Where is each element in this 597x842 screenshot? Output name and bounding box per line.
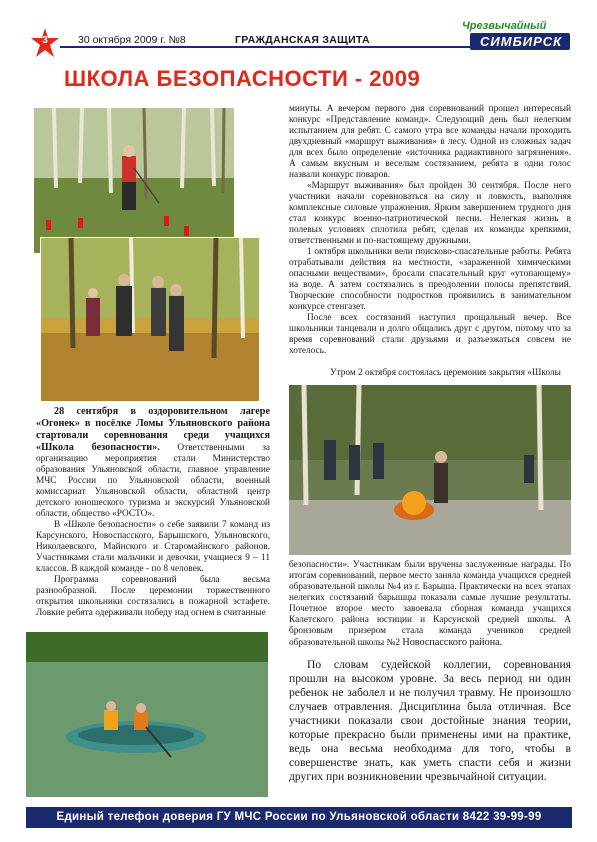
paragraph-program: Программа соревнований была весьма разнообразной. После церемонии торжественного открытия школьники состязались в пожарной эстафете. Ловкие ребята одерживали победу над огнем в считанные bbox=[36, 575, 270, 618]
header-divider bbox=[60, 46, 500, 48]
paragraph-survival: «Маршрут выживания» был пройден 30 сентября. После него участники начали соревноваться на силу и ловкость, выполняя комплексные силовые упражнения. Ярким завершением трудного дня стал конкурс военно-патриотической песни. Нелегкая жизнь в полевых условиях сплотила ребят, сделав их команды крепкими, ответственными и по-настоящему дружными. bbox=[289, 181, 571, 246]
issue-info: 30 октября 2009 г. №8 bbox=[78, 34, 186, 46]
paragraph-closing-start: Утром 2 октября состоялась церемония закрытия «Школы bbox=[330, 368, 561, 378]
article-right-column-bottom bbox=[289, 658, 571, 784]
article-right-column-mid bbox=[289, 560, 571, 649]
photo-forest-search bbox=[34, 108, 234, 253]
article-headline: ШКОЛА БЕЗОПАСНОСТИ - 2009 bbox=[64, 66, 421, 91]
photo-boat-river bbox=[26, 632, 268, 797]
footer-bar bbox=[26, 807, 572, 828]
paragraph-farewell: После всех состязаний наступил прощальный вечер. Все школьники танцевали и долго общались друг с другом, потому что за время соревнований стали друзьями и разъезжаться совсем не хотелось. bbox=[289, 313, 571, 356]
photo-fire-relay bbox=[289, 385, 571, 555]
article-lead: 28 сентября в оздоровительном лагере «Огонек» в посёлке Ломы Ульяновского района стартовали соревнования среди учащихся «Школа безопасности». bbox=[36, 406, 270, 453]
footer-hotline: Единый телефон доверия ГУ МЧС России по Ульяновской области 8422 39-99-99 bbox=[56, 811, 542, 823]
paragraph-october-one: 1 октября школьники вели поисково-спасательные работы. Ребята отрабатывали действия на местности, «зараженной химическими опасными веществами», бросали спасательный круг «утопающему» на воде. А затем состязались в преодолении полосы препятствий. Творческие способности подростков проявились в занимательном конкурсе стенгазет. bbox=[289, 247, 571, 312]
article-left-column bbox=[36, 406, 270, 619]
paragraph-conclusion: По словам судейской коллегии, соревнования прошли на высоком уровне. За весь период ни один ребенок не заболел и не получил травму. Не произошло случаев отравления. Дисциплина была отличная. Все участники показали свои достойные знания теории, которые прекрасно были применены ими на практике, ведь она весьма необходима для того, чтобы в совершенстве знать, как уметь спасти себя и жизни других при возникновении чрезвычайной ситуации. bbox=[289, 658, 571, 783]
logo-top-text: Чрезвычайный bbox=[462, 20, 547, 32]
section-name: ГРАЖДАНСКАЯ ЗАЩИТА bbox=[235, 34, 370, 46]
paragraph-day-one: минуты. А вечером первого дня соревнований прошел интересный конкурс «Представление команд». Следующий день был нелегким испытанием для ребят. С самого утра все команды начали проходить двухдневный «маршрут выживания» в лесу. Одной из сложных задач для всех было определение «источника радиактивного загрязнения». А самым вкусным и веселым состязанием, ребята в одни голос назвали конкурс поваров. bbox=[289, 104, 571, 180]
page-number: 3 bbox=[42, 35, 48, 46]
logo-bottom-text: СИМБИРСК bbox=[480, 34, 563, 49]
article-lead-rest: Ответственными за организацию мероприятия стали Министерство образования Ульяновской области, главное управление МЧС России по Ульяновской области, военный комиссариат Ульяновской области, областной центр детского юношеского туризма и экскурсий Ульяновской области, общество «РОСТО». bbox=[36, 443, 270, 519]
article-right-column-top bbox=[289, 104, 571, 357]
paragraph-awards-end: Новоспасского района. bbox=[402, 637, 503, 648]
paragraph-teams: В «Школе безопасности» о себе заявили 7 команд из Карсунского, Новоспасского, Барышского, Ульяновского, Николаевского, Майнского и Старомайнского районов. Участниками стали мальчики и девочки, учащиеся 9 – 11 классов. В каждой команде - по 8 человек. bbox=[36, 520, 270, 574]
photo-forest-group bbox=[40, 237, 260, 402]
newspaper-logo bbox=[462, 20, 570, 56]
paragraph-awards: безопасности». Участникам были вручены заслуженные награды. По итогам соревнований, первое место заняла команда учащихся средней образовательной школы №4 из г. Барыша. Практически на всех этапах нелегких состязаний барышцы показали самые лучшие результаты. Почетное второе место завоевала сборная команда учащихся Калетского района юстиции и Карсунской средней школы. А бронзовым призером стала команда учеников средней образовательной школы №2 bbox=[289, 560, 571, 648]
